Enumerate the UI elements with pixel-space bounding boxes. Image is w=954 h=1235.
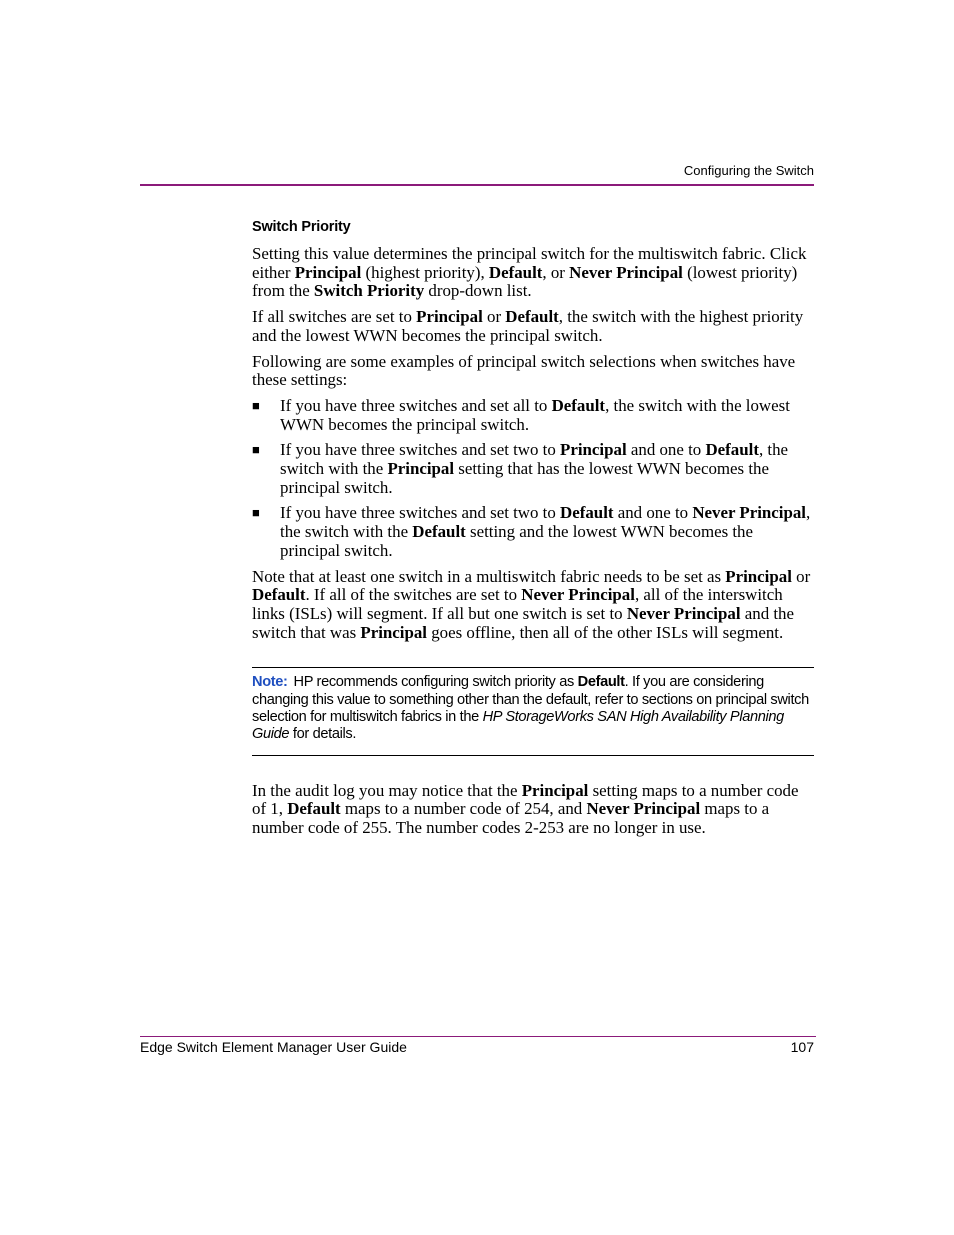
list-item-text: If you have three switches and set two to Principal and one to Default, the switch with the Principal setting that has the lowest WWN becomes the principal switch. <box>280 440 789 497</box>
header-rule <box>140 184 814 186</box>
paragraph-switch-priority-intro: Setting this value determines the principal switch for the multiswitch fabric. Click either Principal (highest priority), Default, or Never Principal (lowest priority) from the Switch Priority drop-down list. <box>252 244 807 301</box>
bullet-square-icon: ■ <box>252 442 260 458</box>
list-item <box>252 397 814 434</box>
note-text: HP recommends configuring switch priority as Default. If you are considering changing this value to something other than the default, refer to sections on principal switch selection for multiswitch fabrics in the HP StorageWorks SAN High Availability Planning Guide for details. <box>252 674 809 743</box>
running-header: Configuring the Switch <box>683 163 814 178</box>
footer-rule <box>140 1036 816 1037</box>
page-content <box>252 219 814 845</box>
bullet-square-icon: ■ <box>252 505 260 521</box>
list-item <box>252 441 814 497</box>
note-label: Note: <box>252 674 288 691</box>
examples-list <box>252 397 814 561</box>
paragraph-all-switches: If all switches are set to Principal or Default, the switch with the highest priority and the lowest WWN becomes the principal switch. <box>252 307 804 345</box>
paragraph-isl-segment: Note that at least one switch in a multiswitch fabric needs to be set as Principal or Default. If all of the switches are set to Never Principal, all of the interswitch links (ISLs) will segment. If all but one switch is set to Never Principal and the switch that was Principal goes offline, then all of the other ISLs will segment. <box>252 566 811 642</box>
paragraph-audit-log: In the audit log you may notice that the Principal setting maps to a number code of 1, Default maps to a number code of 254, and Never Principal maps to a number code of 255. The number codes 2-253 are no longer in use. <box>252 780 799 837</box>
note-box <box>252 667 814 755</box>
list-item-text: If you have three switches and set two to Default and one to Never Principal, the switch with the Default setting and the lowest WWN becomes the principal switch. <box>280 503 811 560</box>
footer-guide-title: Edge Switch Element Manager User Guide <box>140 1039 407 1055</box>
paragraph-examples-intro: Following are some examples of principal switch selections when switches have these settings: <box>252 351 796 390</box>
list-item <box>252 504 814 560</box>
list-item-text: If you have three switches and set all to Default, the switch with the lowest WWN becomes the principal switch. <box>280 395 790 434</box>
section-title: Switch Priority <box>252 219 351 235</box>
bullet-square-icon: ■ <box>252 397 260 413</box>
page-number: 107 <box>790 1039 814 1055</box>
